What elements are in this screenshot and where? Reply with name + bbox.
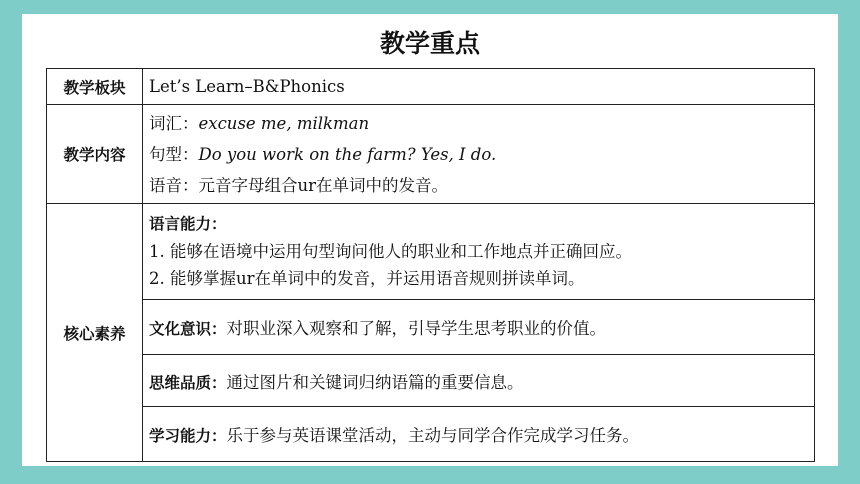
language-cell [143, 204, 815, 300]
thinking-label: 思维品质： [149, 373, 227, 392]
learning-text: 乐于参与英语课堂活动，主动与同学合作完成学习任务。 [226, 426, 640, 445]
language-item-1: 1. 能够在语境中运用句型询问他人的职业和工作地点并正确回应。 [149, 242, 632, 261]
sentence-line [149, 139, 808, 170]
thinking-cell [143, 355, 815, 407]
vocab-value: excuse me, milkman [198, 113, 370, 133]
culture-cell [143, 300, 815, 355]
phonics-label: 语音： [149, 175, 199, 195]
table-row [47, 300, 815, 355]
learning-cell [143, 407, 815, 462]
table-row [47, 407, 815, 462]
sentence-value: Do you work on the farm? Yes, I do. [198, 144, 497, 164]
vocab-label: 词汇： [149, 113, 199, 133]
table-row [47, 69, 815, 105]
row-header-literacy: 核心素养 [47, 204, 143, 462]
sentence-label: 句型： [149, 144, 199, 164]
module-value [143, 69, 815, 105]
content-cell [143, 105, 815, 204]
learning-label: 学习能力： [149, 427, 227, 445]
row-header-content: 教学内容 [47, 105, 143, 204]
phonics-value: 元音字母组合ur在单词中的发音。 [198, 175, 449, 195]
table-row [47, 204, 815, 300]
table-row [47, 105, 815, 204]
thinking-text: 通过图片和关键词归纳语篇的重要信息。 [226, 372, 524, 392]
teaching-focus-table [46, 68, 815, 462]
language-item-2: 2. 能够掌握ur在单词中的发音，并运用语音规则拼读单词。 [149, 269, 585, 288]
language-label: 语言能力： [149, 215, 227, 233]
row-header-module: 教学板块 [47, 69, 143, 105]
vocab-line [149, 108, 808, 139]
module-text: Let’s Learn–B&Phonics [149, 77, 345, 96]
page-title: 教学重点 [379, 29, 480, 58]
culture-text: 对职业深入观察和了解，引导学生思考职业的价值。 [226, 319, 607, 338]
slide-frame [22, 14, 838, 466]
table-row [47, 355, 815, 407]
culture-label: 文化意识： [149, 320, 227, 338]
phonics-line [149, 170, 808, 201]
